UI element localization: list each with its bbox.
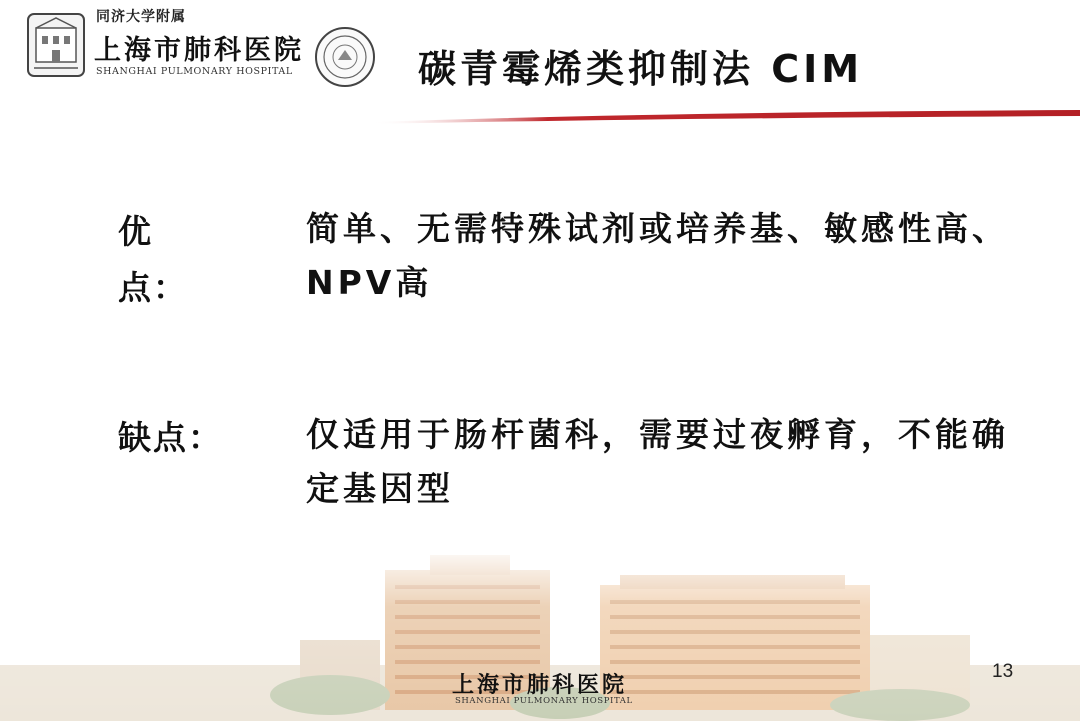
cons-label: 缺点：	[118, 418, 223, 457]
affiliation-text: 同济大学附属	[96, 9, 186, 25]
footer-hospital-name: 上海市肺科医院	[452, 672, 628, 698]
title-underline	[370, 110, 1080, 124]
hospital-crest-icon	[26, 12, 86, 78]
footer-hospital-name-en: SHANGHAI PULMONARY HOSPITAL	[455, 696, 633, 706]
hospital-name: 上海市肺科医院	[94, 35, 304, 66]
pros-text: 简单、无需特殊试剂或培养基、敏感性高、NPV高	[306, 209, 1009, 302]
cons-text: 仅适用于肠杆菌科，需要过夜孵育，不能确定基因型	[306, 415, 1009, 508]
hospital-name-en: SHANGHAI PULMONARY HOSPITAL	[96, 66, 293, 77]
pros-label-line2: 点：	[118, 268, 188, 307]
page-number: 13	[992, 661, 1014, 682]
hospital-logo	[26, 6, 376, 84]
pros-label-line1: 优	[118, 212, 153, 251]
university-seal-icon	[314, 26, 376, 88]
slide-title: 碳青霉烯类抑制法 CIM	[418, 47, 864, 91]
